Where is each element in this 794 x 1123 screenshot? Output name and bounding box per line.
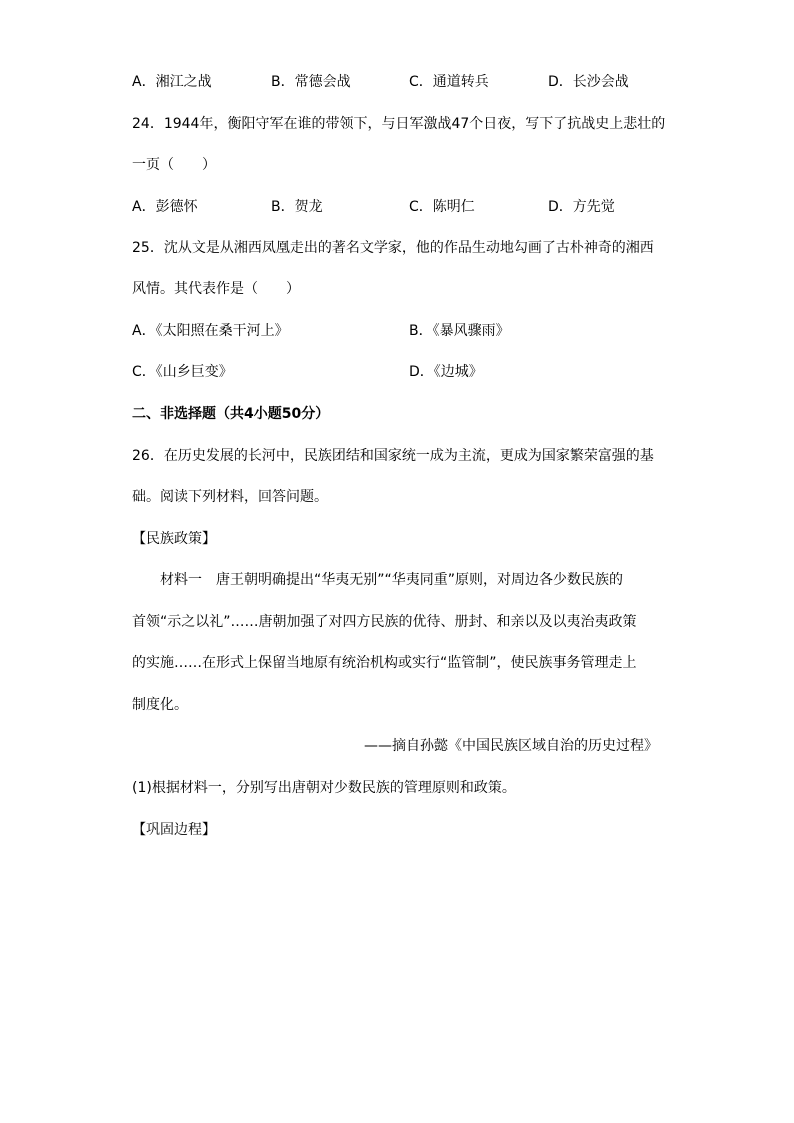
q24-stem-line2: 一页（ ）	[132, 157, 216, 173]
q25-option-c: C．《山乡巨变》	[132, 364, 233, 380]
q25-stem-line1: 25．沈从文是从湘西凤凰走出的著名文学家，他的作品生动地勾画了古朴神奇的湘西	[132, 240, 654, 256]
q26-sub2-heading: 【巩固边程】	[132, 822, 216, 838]
q25-option-a: A．《太阳照在桑干河上》	[132, 323, 289, 339]
q23-option-b: B．常德会战	[271, 74, 351, 90]
section2-heading: 二、非选择题（共4小题50分）	[132, 406, 330, 422]
material1-source: ——摘自孙懿《中国民族区域自治的历史过程》	[364, 738, 658, 754]
q24-option-a: A．彭德怀	[132, 199, 198, 215]
q24-option-c: C．陈明仁	[409, 199, 475, 215]
q26-question1: (1)根据材料一，分别写出唐朝对少数民族的管理原则和政策。	[132, 780, 516, 796]
q24-option-b: B．贺龙	[271, 199, 323, 215]
q24-option-d: D．方先觉	[548, 199, 615, 215]
q23-option-c: C．通道转兵	[409, 74, 489, 90]
q23-option-a: A．湘江之战	[132, 74, 212, 90]
material1-line3: 的实施……在形式上保留当地原有统治机构或实行“监管制”，使民族事务管理走上	[132, 655, 637, 671]
q25-option-d: D．《边城》	[409, 364, 483, 380]
q26-stem-line1: 26．在历史发展的长河中，民族团结和国家统一成为主流，更成为国家繁荣富强的基	[132, 448, 654, 464]
material1-line1: 材料一 唐王朝明确提出“华夷无别”“华夷同重”原则，对周边各少数民族的	[160, 572, 624, 588]
material1-line4: 制度化。	[132, 697, 188, 713]
q23-option-d: D．长沙会战	[548, 74, 629, 90]
q26-sub1-heading: 【民族政策】	[132, 531, 216, 547]
q25-option-b: B．《暴风骤雨》	[409, 323, 510, 339]
material1-line2: 首领“示之以礼”……唐朝加强了对四方民族的优待、册封、和亲以及以夷治夷政策	[132, 614, 637, 630]
q26-stem-line2: 础。阅读下列材料，回答问题。	[132, 489, 328, 505]
q25-stem-line2: 风情。其代表作是（ ）	[132, 281, 300, 297]
q24-stem-line1: 24．1944年，衡阳守军在谁的带领下，与日军激战47个日夜，写下了抗战史上悲壮的	[132, 116, 666, 132]
